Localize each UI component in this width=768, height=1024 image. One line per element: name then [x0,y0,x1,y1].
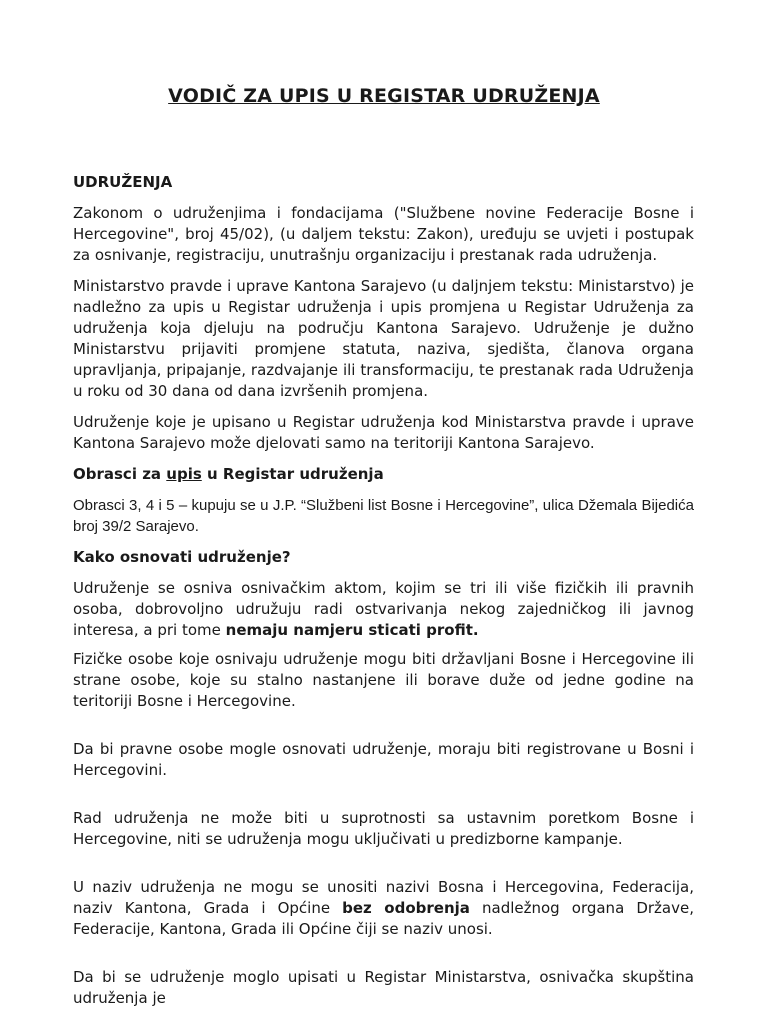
document-body [73,172,694,1009]
section-heading: UDRUŽENJA [73,173,173,191]
paragraph-natural-persons: Fizičke osobe koje osnivaju udruženje mogu biti državljani Bosne i Hercegovine ili strane osobe, koje su stalno nastanjene ili borave duže od jedne godine na teritoriji Bosne i Hercegovine. [73,650,694,710]
paragraph-ministry: Ministarstvo pravde i uprave Kantona Sarajevo (u daljnjem tekstu: Ministarstvo) je nadležno za upis u Registar udruženja i upis promjena u Registar Udruženja za udruženja koja djeluju na području Kantona Sarajevo. Udruženje je dužno Ministarstvu prijaviti promjene statuta, naziva, sjedišta, članova organa upravljanja, pripajanje, razdvajanje ili transformaciju, te prestanak rada Udruženja u roku od 30 dana od dana izvršenih promjena. [73,277,694,400]
document-title: VODIČ ZA UPIS U REGISTAR UDRUŽENJA [168,85,600,107]
emphasis-without-approval: bez odobrenja [342,899,470,917]
heading-how-to-found: Kako osnovati udruženje? [73,548,291,566]
heading-forms: Obrasci za upis u Registar udruženja [73,465,384,483]
paragraph-registration: Da bi se udruženje moglo upisati u Registar Ministarstva, osnivačka skupština udruženja je [73,968,694,1007]
emphasis-no-profit: nemaju namjeru sticati profit. [225,621,479,639]
heading-forms-underlined: upis [166,465,202,483]
paragraph-naming: U naziv udruženja ne mogu se unositi nazivi Bosna i Hercegovina, Federacija, naziv Kantona, Grada i Općine bez odobrenja nadležnog organa Države, Federacije, Kantona, Grada ili Općine čiji se naziv unosi. [73,878,694,938]
paragraph-forms: Obrasci 3, 4 i 5 – kupuju se u J.P. “Službeni list Bosne i Hercegovine”, ulica Džemala Bijedića broj 39/2 Sarajevo. [73,497,694,535]
paragraph-founding: Udruženje se osniva osnivačkim aktom, kojim se tri ili više fizičkih ili pravnih osoba, dobrovoljno udružuju radi ostvarivanja nekog zajedničkog ili javnog interesa, a pri tome nemaju namjeru sticati profit. [73,579,694,639]
paragraph-territory: Udruženje koje je upisano u Registar udruženja kod Ministarstva pravde i uprave Kantona Sarajevo može djelovati samo na teritoriji Kantona Sarajevo. [73,413,694,452]
paragraph-legal-persons: Da bi pravne osobe mogle osnovati udruženje, moraju biti registrovane u Bosni i Hercegovini. [73,740,694,779]
paragraph-constitution: Rad udruženja ne može biti u suprotnosti sa ustavnim poretkom Bosne i Hercegovine, niti se udruženja mogu uključivati u predizborne kampanje. [73,809,694,848]
paragraph-law: Zakonom o udruženjima i fondacijama ("Službene novine Federacije Bosne i Hercegovine", broj 45/02), (u daljem tekstu: Zakon), uređuju se uvjeti i postupak za osnivanje, registraciju, unutrašnju organizaciju i prestanak rada udruženja. [73,204,694,264]
